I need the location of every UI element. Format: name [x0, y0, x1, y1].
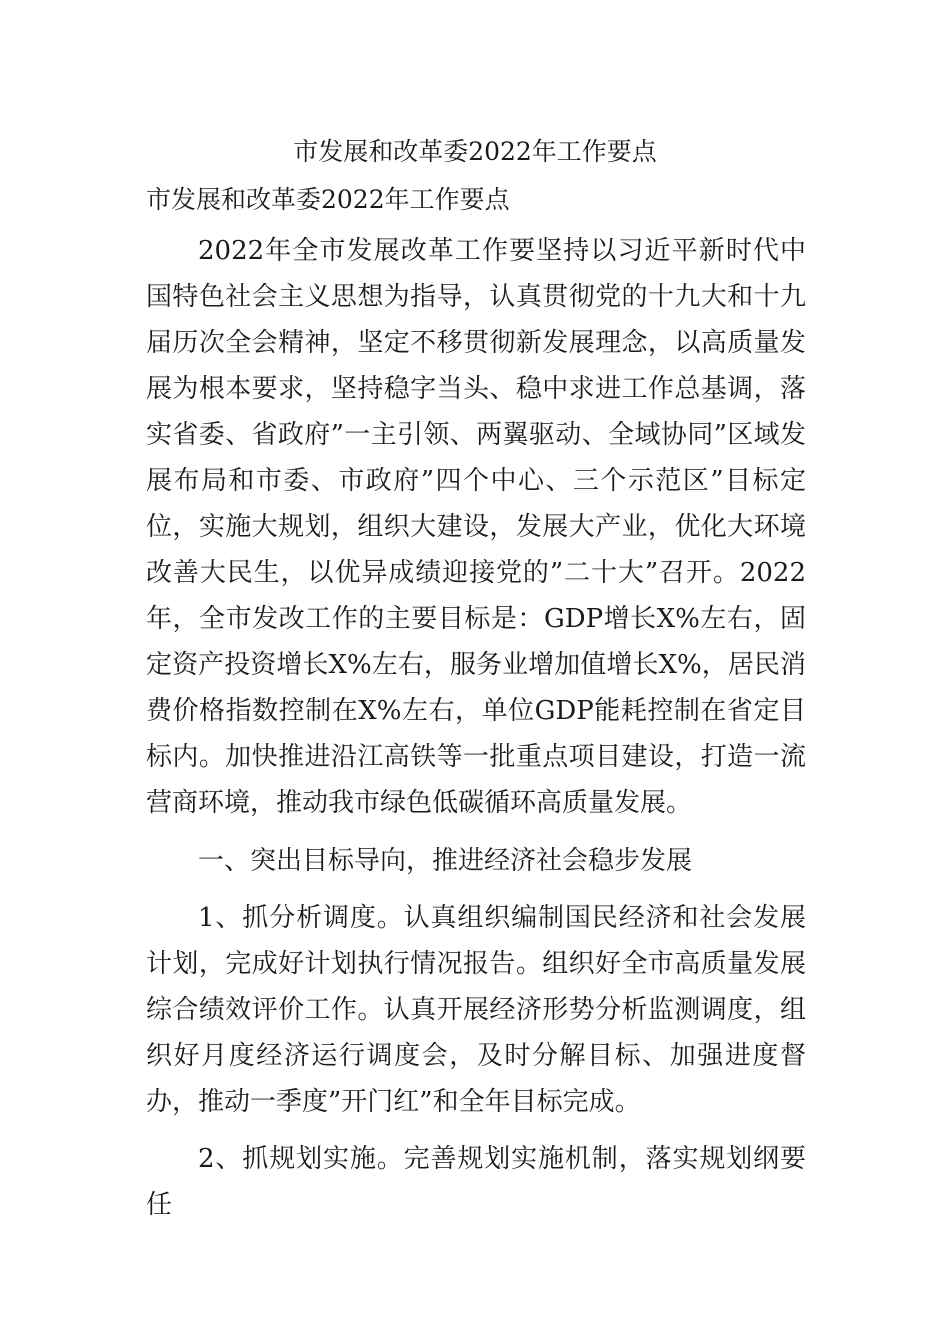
document-body — [146, 228, 806, 1228]
list-item-paragraph: 1、抓分析调度。认真组织编制国民经济和社会发展计划，完成好计划执行情况报告。组织好全市高质量发展综合绩效评价工作。认真开展经济形势分析监测调度，组织好月度经济运行调度会，及时分解目标、加强进度督办，推动一季度”开门红”和全年目标完成。 — [146, 903, 806, 1117]
list-item-paragraph: 2、抓规划实施。完善规划实施机制，落实规划纲要任 — [146, 1144, 806, 1220]
document-title: 市发展和改革委2022年工作要点 — [293, 137, 657, 166]
section-heading: 一、突出目标导向，推进经济社会稳步发展 — [198, 846, 693, 876]
document-subtitle: 市发展和改革委2022年工作要点 — [146, 185, 510, 214]
intro-paragraph: 2022年全市发展改革工作要坚持以习近平新时代中国特色社会主义思想为指导，认真贯彻党的十九大和十九届历次全会精神，坚定不移贯彻新发展理念，以高质量发展为根本要求，坚持稳字当头、稳中求进工作总基调，落实省委、省政府”一主引领、两翼驱动、全域协同”区域发展布局和市委、市政府”四个中心、三个示范区”目标定位，实施大规划，组织大建设，发展大产业，优化大环境改善大民生，以优异成绩迎接党的”二十大”召开。2022年，全市发改工作的主要目标是：GDP增长X%左右，固定资产投资增长X%左右，服务业增加值增长X%，居民消费价格指数控制在X%左右，单位GDP能耗控制在省定目标内。加快推进沿江高铁等一批重点项目建设，打造一流营商环境，推动我市绿色低碳循环高质量发展。 — [146, 236, 806, 818]
